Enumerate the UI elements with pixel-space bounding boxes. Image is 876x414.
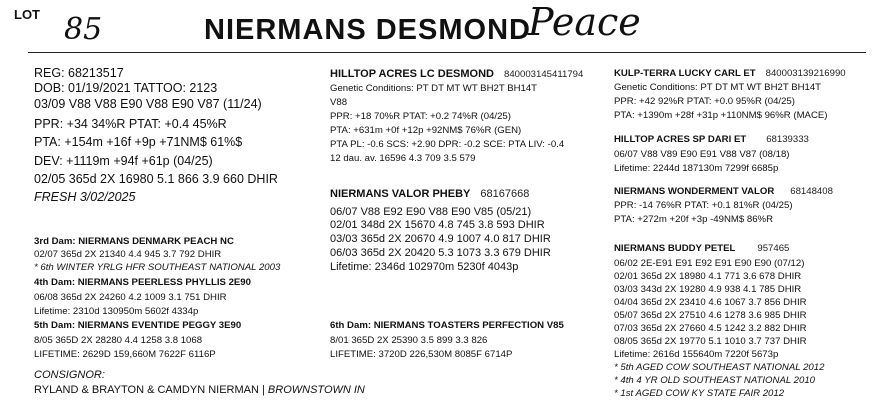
third-dam-note: * 6th WINTER YRLG HFR SOUTHEAST NATIONAL 2003 xyxy=(34,262,281,273)
sire-heading xyxy=(330,68,583,82)
fourth-dam-heading: 4th Dam: NIERMANS PEERLESS PHYLLIS 2E90 xyxy=(34,277,251,288)
dam-dam-record-2: 03/03 343d 2X 19280 4.9 938 4.1 785 DHIR xyxy=(614,284,802,295)
sire-pta-pl: PTA PL: -0.6 SCS: +2.90 DPR: -0.2 SCE: PTA LIV: -0.4 xyxy=(330,139,565,150)
dev-line: DEV: +1119m +94f +61p (04/25) xyxy=(34,154,213,168)
dam-sire-reg-id: 68148408 xyxy=(790,186,833,197)
dam-sire-ppr: PPR: -14 76%R PTAT: +0.1 81%R (04/25) xyxy=(614,200,793,211)
classification-line: 03/09 V88 V88 E90 V88 E90 V87 (11/24) xyxy=(34,97,262,111)
dam-dam-record-5: 07/03 365d 2X 27660 4.5 1242 3.2 882 DHIR xyxy=(614,323,807,334)
fresh-date: FRESH 3/02/2025 xyxy=(34,190,136,204)
sire-reg-id: 840003145411794 xyxy=(504,69,584,80)
dam-dam-lifetime: Lifetime: 2616d 155640m 7220f 5673p xyxy=(614,349,779,360)
dam-dam-reg-id: 957465 xyxy=(757,243,790,254)
lot-label: LOT xyxy=(14,7,40,22)
dam-record-1: 02/01 348d 2X 15670 4.8 745 3.8 593 DHIR xyxy=(330,219,545,231)
fifth-dam-lifetime: LIFETIME: 2629D 159,660M 7622F 6116P xyxy=(34,349,216,360)
dam-classification: 06/07 V88 E92 E90 V88 E90 V85 (05/21) xyxy=(330,206,532,218)
consignor-location: BROWNSTOWN IN xyxy=(267,384,365,396)
fifth-dam-record: 8/05 365D 2X 28280 4.4 1258 3.8 1068 xyxy=(34,335,203,346)
dob-line: DOB: 01/19/2021 TATTOO: 2123 xyxy=(34,81,218,95)
dam-sire-heading xyxy=(614,186,833,198)
sire-dam-name: HILLTOP ACRES SP DARI ET xyxy=(614,134,747,145)
sire-sire-ppr: PPR: +42 92%R PTAT: +0.0 95%R (04/25) xyxy=(614,96,795,107)
pta-line: PTA: +154m +16f +9p +71NM$ 61%$ xyxy=(34,135,243,149)
consignor-names: RYLAND & BRAYTON & CAMDYN NIERMAN xyxy=(34,384,259,396)
sire-dam-reg-id: 68139333 xyxy=(766,134,809,145)
dam-dam-award-3: * 1st AGED COW KY STATE FAIR 2012 xyxy=(614,388,785,399)
dam-record-3: 06/03 365d 2X 20420 5.3 1073 3.3 679 DHIR xyxy=(330,247,551,259)
third-dam-heading: 3rd Dam: NIERMANS DENMARK PEACH NC xyxy=(34,236,234,247)
dam-dam-heading xyxy=(614,243,789,255)
consignor-separator: | xyxy=(262,384,265,396)
dam-dam-award-1: * 5th AGED COW SOUTHEAST NATIONAL 2012 xyxy=(614,362,825,373)
consignor-label: CONSIGNOR: xyxy=(34,369,105,381)
sire-sire-name: KULP-TERRA LUCKY CARL ET xyxy=(614,68,756,79)
sire-sire-pta: PTA: +1390m +28f +31p +110NM$ 96%R (MACE) xyxy=(614,110,828,121)
dam-sire-name: NIERMANS WONDERMENT VALOR xyxy=(614,186,775,197)
sire-sire-genetic-conditions: Genetic Conditions: PT DT MT WT BH2T BH14T xyxy=(614,82,822,93)
dam-dam-record-4: 05/07 365d 2X 27510 4.6 1278 3.6 985 DHIR xyxy=(614,310,807,321)
sire-sire-reg-id: 840003139216990 xyxy=(765,68,846,79)
sire-dam-classification: 06/07 V88 V89 E90 E91 V88 V87 (08/18) xyxy=(614,149,790,160)
dam-lifetime: Lifetime: 2346d 102970m 5230f 4043p xyxy=(330,261,519,273)
fifth-dam-heading: 5th Dam: NIERMANS EVENTIDE PEGGY 3E90 xyxy=(34,320,242,331)
ppr-line: PPR: +34 34%R PTAT: +0.4 45%R xyxy=(34,117,227,131)
dam-sire-pta: PTA: +272m +20f +3p -49NM$ 86%R xyxy=(614,214,774,225)
reg-line: REG: 68213517 xyxy=(34,66,124,80)
dam-dam-record-3: 04/04 365d 2X 23410 4.6 1067 3.7 856 DHIR xyxy=(614,297,807,308)
dam-dam-record-6: 08/05 365d 2X 19770 5.1 1010 3.7 737 DHIR xyxy=(614,336,807,347)
consignor-line xyxy=(34,384,365,398)
animal-name: NIERMANS DESMOND xyxy=(204,14,531,46)
lot-number: 85 xyxy=(64,12,103,47)
sire-pta: PTA: +631m +0f +12p +92NM$ 76%R (GEN) xyxy=(330,125,522,136)
sixth-dam-heading: 6th Dam: NIERMANS TOASTERS PERFECTION V85 xyxy=(330,320,564,331)
sire-classification: V88 xyxy=(330,97,348,108)
third-dam-record: 02/07 365d 2X 21340 4.4 945 3.7 792 DHIR xyxy=(34,249,222,260)
dam-dam-classification: 06/02 2E-E91 E91 E92 E91 E90 E90 (07/12) xyxy=(614,258,805,269)
dam-heading xyxy=(330,188,529,202)
dam-dam-award-2: * 4th 4 YR OLD SOUTHEAST NATIONAL 2010 xyxy=(614,375,816,386)
fourth-dam-record: 06/08 365d 2X 24260 4.2 1009 3.1 751 DHIR xyxy=(34,292,227,303)
sire-dam-heading xyxy=(614,134,809,146)
dam-record-2: 03/03 365d 2X 20670 4.9 1007 4.0 817 DHIR xyxy=(330,233,551,245)
sire-daughters: 12 dau. av. 16596 4.3 709 3.5 579 xyxy=(330,153,476,164)
sixth-dam-lifetime: LIFETIME: 3720D 226,530M 8085F 6714P xyxy=(330,349,513,360)
animal-name-script: Peace xyxy=(528,0,641,44)
sire-ppr: PPR: +18 70%R PTAT: +0.2 74%R (04/25) xyxy=(330,111,511,122)
sixth-dam-record: 8/01 365D 2X 25390 3.5 899 3.3 826 xyxy=(330,335,488,346)
dam-dam-name: NIERMANS BUDDY PETEL xyxy=(614,243,736,254)
dam-reg-id: 68167668 xyxy=(480,188,530,200)
sire-dam-lifetime: Lifetime: 2244d 187130m 7299f 6685p xyxy=(614,163,779,174)
fourth-dam-lifetime: Lifetime: 2310d 130950m 5602f 4334p xyxy=(34,306,199,317)
dam-dam-record-1: 02/01 365d 2X 18980 4.1 771 3.6 678 DHIR xyxy=(614,271,802,282)
record-line: 02/05 365d 2X 16980 5.1 866 3.9 660 DHIR xyxy=(34,172,278,186)
dam-name: NIERMANS VALOR PHEBY xyxy=(330,188,471,200)
sire-sire-heading xyxy=(614,68,846,80)
header-divider xyxy=(28,52,866,53)
sire-genetic-conditions: Genetic Conditions: PT DT MT WT BH2T BH14T xyxy=(330,83,538,94)
sire-name: HILLTOP ACRES LC DESMOND xyxy=(330,68,494,80)
